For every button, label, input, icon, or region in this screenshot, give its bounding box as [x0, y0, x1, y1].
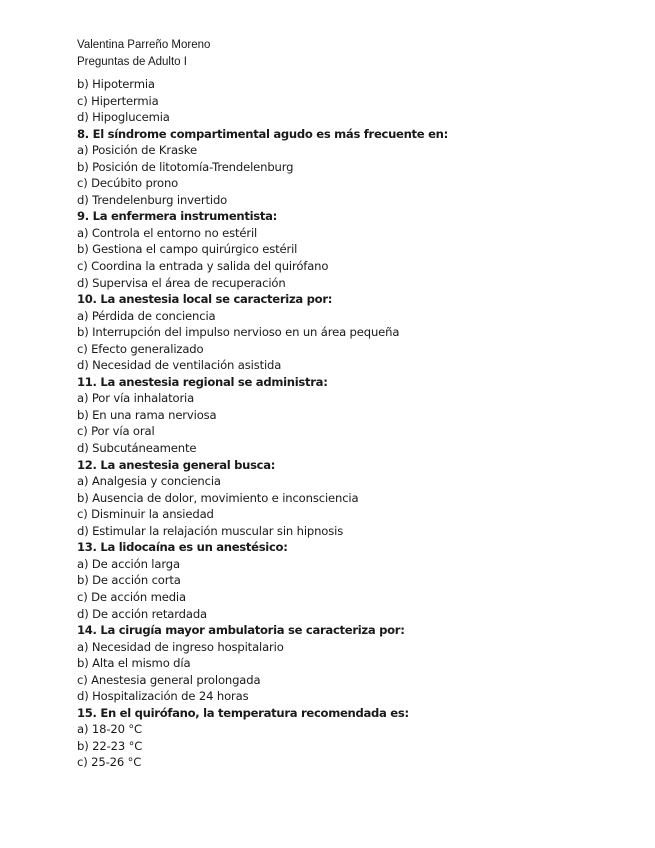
answer-option: a) Pérdida de conciencia [77, 308, 216, 323]
answer-option: c) Efecto generalizado [77, 341, 204, 356]
answer-option: b) Interrupción del impulso nervioso en un área pequeña [77, 325, 400, 340]
answer-option: b) Gestiona el campo quirúrgico estéril [77, 242, 298, 257]
answer-option: a) Necesidad de ingreso hospitalario [77, 639, 284, 654]
answer-option: b) De acción corta [77, 573, 181, 588]
answer-option: a) Posición de Kraske [77, 143, 197, 158]
answer-option: c) De acción media [77, 589, 186, 604]
answer-option: c) Disminuir la ansiedad [77, 507, 214, 522]
question-heading: 11. La anestesia regional se administra: [77, 374, 328, 389]
answer-option: c) 25-26 °C [77, 755, 142, 770]
answer-option: a) De acción larga [77, 556, 180, 571]
answer-option: d) Estimular la relajación muscular sin hipnosis [77, 523, 344, 538]
question-heading: 14. La cirugía mayor ambulatoria se caracteriza por: [77, 623, 405, 638]
answer-option: b) Hipotermia [77, 77, 155, 91]
answer-option: c) Coordina la entrada y salida del quirófano [77, 259, 329, 274]
question-heading: 15. En el quirófano, la temperatura recomendada es: [77, 705, 409, 720]
question-heading: 8. El síndrome compartimental agudo es más frecuente en: [77, 126, 448, 141]
answer-option: d) Hospitalización de 24 horas [77, 689, 249, 704]
document-subtitle: Preguntas de Adulto I [77, 55, 187, 68]
question-heading: 10. La anestesia local se caracteriza por: [77, 292, 333, 307]
answer-option: a) Analgesia y conciencia [77, 474, 221, 489]
answer-option: b) 22-23 °C [77, 738, 143, 753]
answer-option: c) Por vía oral [77, 424, 155, 439]
question-heading: 12. La anestesia general busca: [77, 457, 276, 472]
answer-option: c) Decúbito prono [77, 176, 179, 191]
answer-option: d) Subcutáneamente [77, 441, 197, 456]
answer-option: d) Hipoglucemia [77, 110, 170, 125]
answer-option: a) Controla el entorno no estéril [77, 225, 258, 240]
author-name: Valentina Parreño Moreno [77, 39, 211, 51]
answer-option: d) Supervisa el área de recuperación [77, 275, 286, 290]
answer-option: c) Anestesia general prolongada [77, 672, 261, 687]
answer-option: b) Alta el mismo día [77, 656, 191, 671]
question-list [77, 76, 448, 771]
answer-option: b) Posición de litotomía-Trendelenburg [77, 159, 294, 174]
answer-option: a) Por vía inhalatoria [77, 391, 195, 406]
answer-option: b) Ausencia de dolor, movimiento e inconsciencia [77, 490, 359, 505]
answer-option: b) En una rama nerviosa [77, 407, 217, 422]
document-header [77, 37, 210, 70]
question-heading: 9. La enfermera instrumentista: [77, 209, 277, 224]
answer-option: d) De acción retardada [77, 606, 207, 621]
answer-option: a) 18-20 °C [77, 722, 142, 737]
question-heading: 13. La lidocaína es un anestésico: [77, 540, 288, 555]
answer-option: c) Hipertermia [77, 93, 159, 108]
answer-option: d) Trendelenburg invertido [77, 192, 228, 207]
answer-option: d) Necesidad de ventilación asistida [77, 358, 282, 373]
